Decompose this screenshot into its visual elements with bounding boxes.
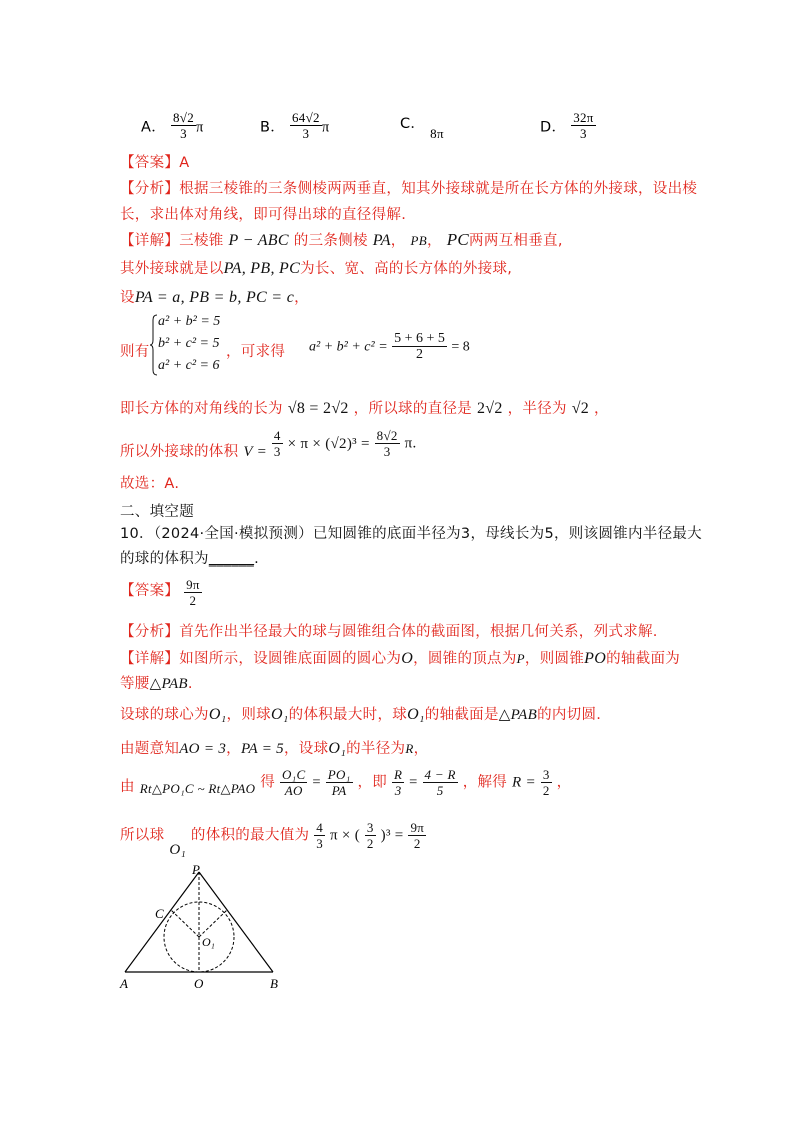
q10-stem-line2: 的球的体积为______. <box>120 551 260 567</box>
q10-analysis: 【分析】首先作出半径最大的球与圆锥组合体的截面图，根据几何关系，列式求解. <box>120 624 658 640</box>
side-pa <box>125 872 199 972</box>
q9-detail-line1: 【详解】三棱锥 P − ABC 的三条侧棱 PA， PB， PC两两互相垂直, <box>120 230 563 249</box>
q9-detail-line2: 其外接球就是以PA, PB, PC为长、宽、高的长方体的外接球, <box>120 260 513 277</box>
eq3: a² + c² = 6 <box>158 358 220 373</box>
volume-line: 所以外接球的体积 V = $\frac{4}{3}$ × π × (√2)³ = $\frac{8√2}{3}$ π. <box>120 428 417 460</box>
q10-detail-line2: 等腰△PAB. <box>120 676 193 692</box>
radius-o1-right <box>199 910 227 937</box>
eq2: b² + c² = 5 <box>158 336 220 351</box>
q9-analysis-line1: 【分析】根据三棱锥的三条侧棱两两垂直，知其外接球就是所在长方体的外接球，设出棱 <box>120 181 698 197</box>
q10-detail-line4: 由题意知AO = 3，PA = 5，设球O₁的半径为R， <box>120 740 429 757</box>
label-B: B <box>270 976 278 991</box>
system-prefix: 则有 <box>120 344 150 360</box>
label-O1: O₁ <box>202 935 215 949</box>
system-mid: ，可求得 <box>226 344 286 360</box>
label-A: A <box>120 976 128 991</box>
q10-detail-line5: 由 Rt△PO₁C ~ Rt△PAO 得 $\frac{\text{O₁C}}{AO}$ = $\frac{\text{PO₁}}{PA}$ ，即 $\frac{R}{3}$ = $\frac{4 - R}{5}$ ，解得 R = $\frac{3}{2}$ ， <box>120 767 572 798</box>
q9-conclusion: 故选：A. <box>120 476 180 492</box>
q9-answer: 【答案】A <box>120 155 190 171</box>
q10-detail-line1: 【详解】如图所示，设圆锥底面圆的圆心为O，圆锥的顶点为P，则圆锥PO的轴截面为 <box>120 650 681 667</box>
system-result: a² + b² + c² = $\frac{5 + 6 + 5}{2}$ = 8 <box>309 331 470 362</box>
option-b[interactable]: B． $\frac{64√2}{3}$ π <box>260 110 330 141</box>
cone-cross-section-figure <box>110 860 300 995</box>
option-a[interactable]: A． $\frac{8√2}{3}$ π <box>141 110 204 141</box>
section-title: 二、填空题 <box>120 504 194 520</box>
brace <box>150 314 158 376</box>
label-C: C <box>155 906 164 921</box>
diagonal-line: 即长方体的对角线的长为 √8 = 2√2 ，所以球的直径是 2√2 ，半径为 √2 ， <box>120 400 609 417</box>
eq1: a² + b² = 5 <box>158 314 221 329</box>
answer-blank[interactable]: ______ <box>208 551 255 567</box>
q10-detail-line3: 设球的球心为O₁，则球O₁的体积最大时，球O₁的轴截面是△PAB的内切圆. <box>120 706 602 723</box>
side-pb <box>199 872 273 972</box>
label-P: P <box>192 862 200 877</box>
label-O: O <box>194 976 204 991</box>
radius-o1c <box>171 910 199 937</box>
q10-stem-line1: 10．（2024·全国·模拟预测）已知圆锥的底面半径为3，母线长为5，则该圆锥内半径最大 <box>120 526 702 542</box>
q9-detail-line3: 设PA = a, PB = b, PC = c， <box>120 289 309 306</box>
q10-answer: 【答案】 $\frac{9\pi}{2}$ <box>120 577 200 608</box>
q10-detail-line6: 所以球 O₁ 的体积的最大值为 $\frac{4}{3}$ π × ( $\frac{3}{2}$ )³ = $\frac{9\pi}{2}$ <box>120 820 425 858</box>
q9-analysis-line2: 长，求出体对角线，即可得出球的直径得解. <box>120 207 407 223</box>
option-d[interactable]: D． $\frac{32\pi}{3}$ <box>540 110 594 141</box>
option-c[interactable]: C． 8π <box>400 116 444 141</box>
